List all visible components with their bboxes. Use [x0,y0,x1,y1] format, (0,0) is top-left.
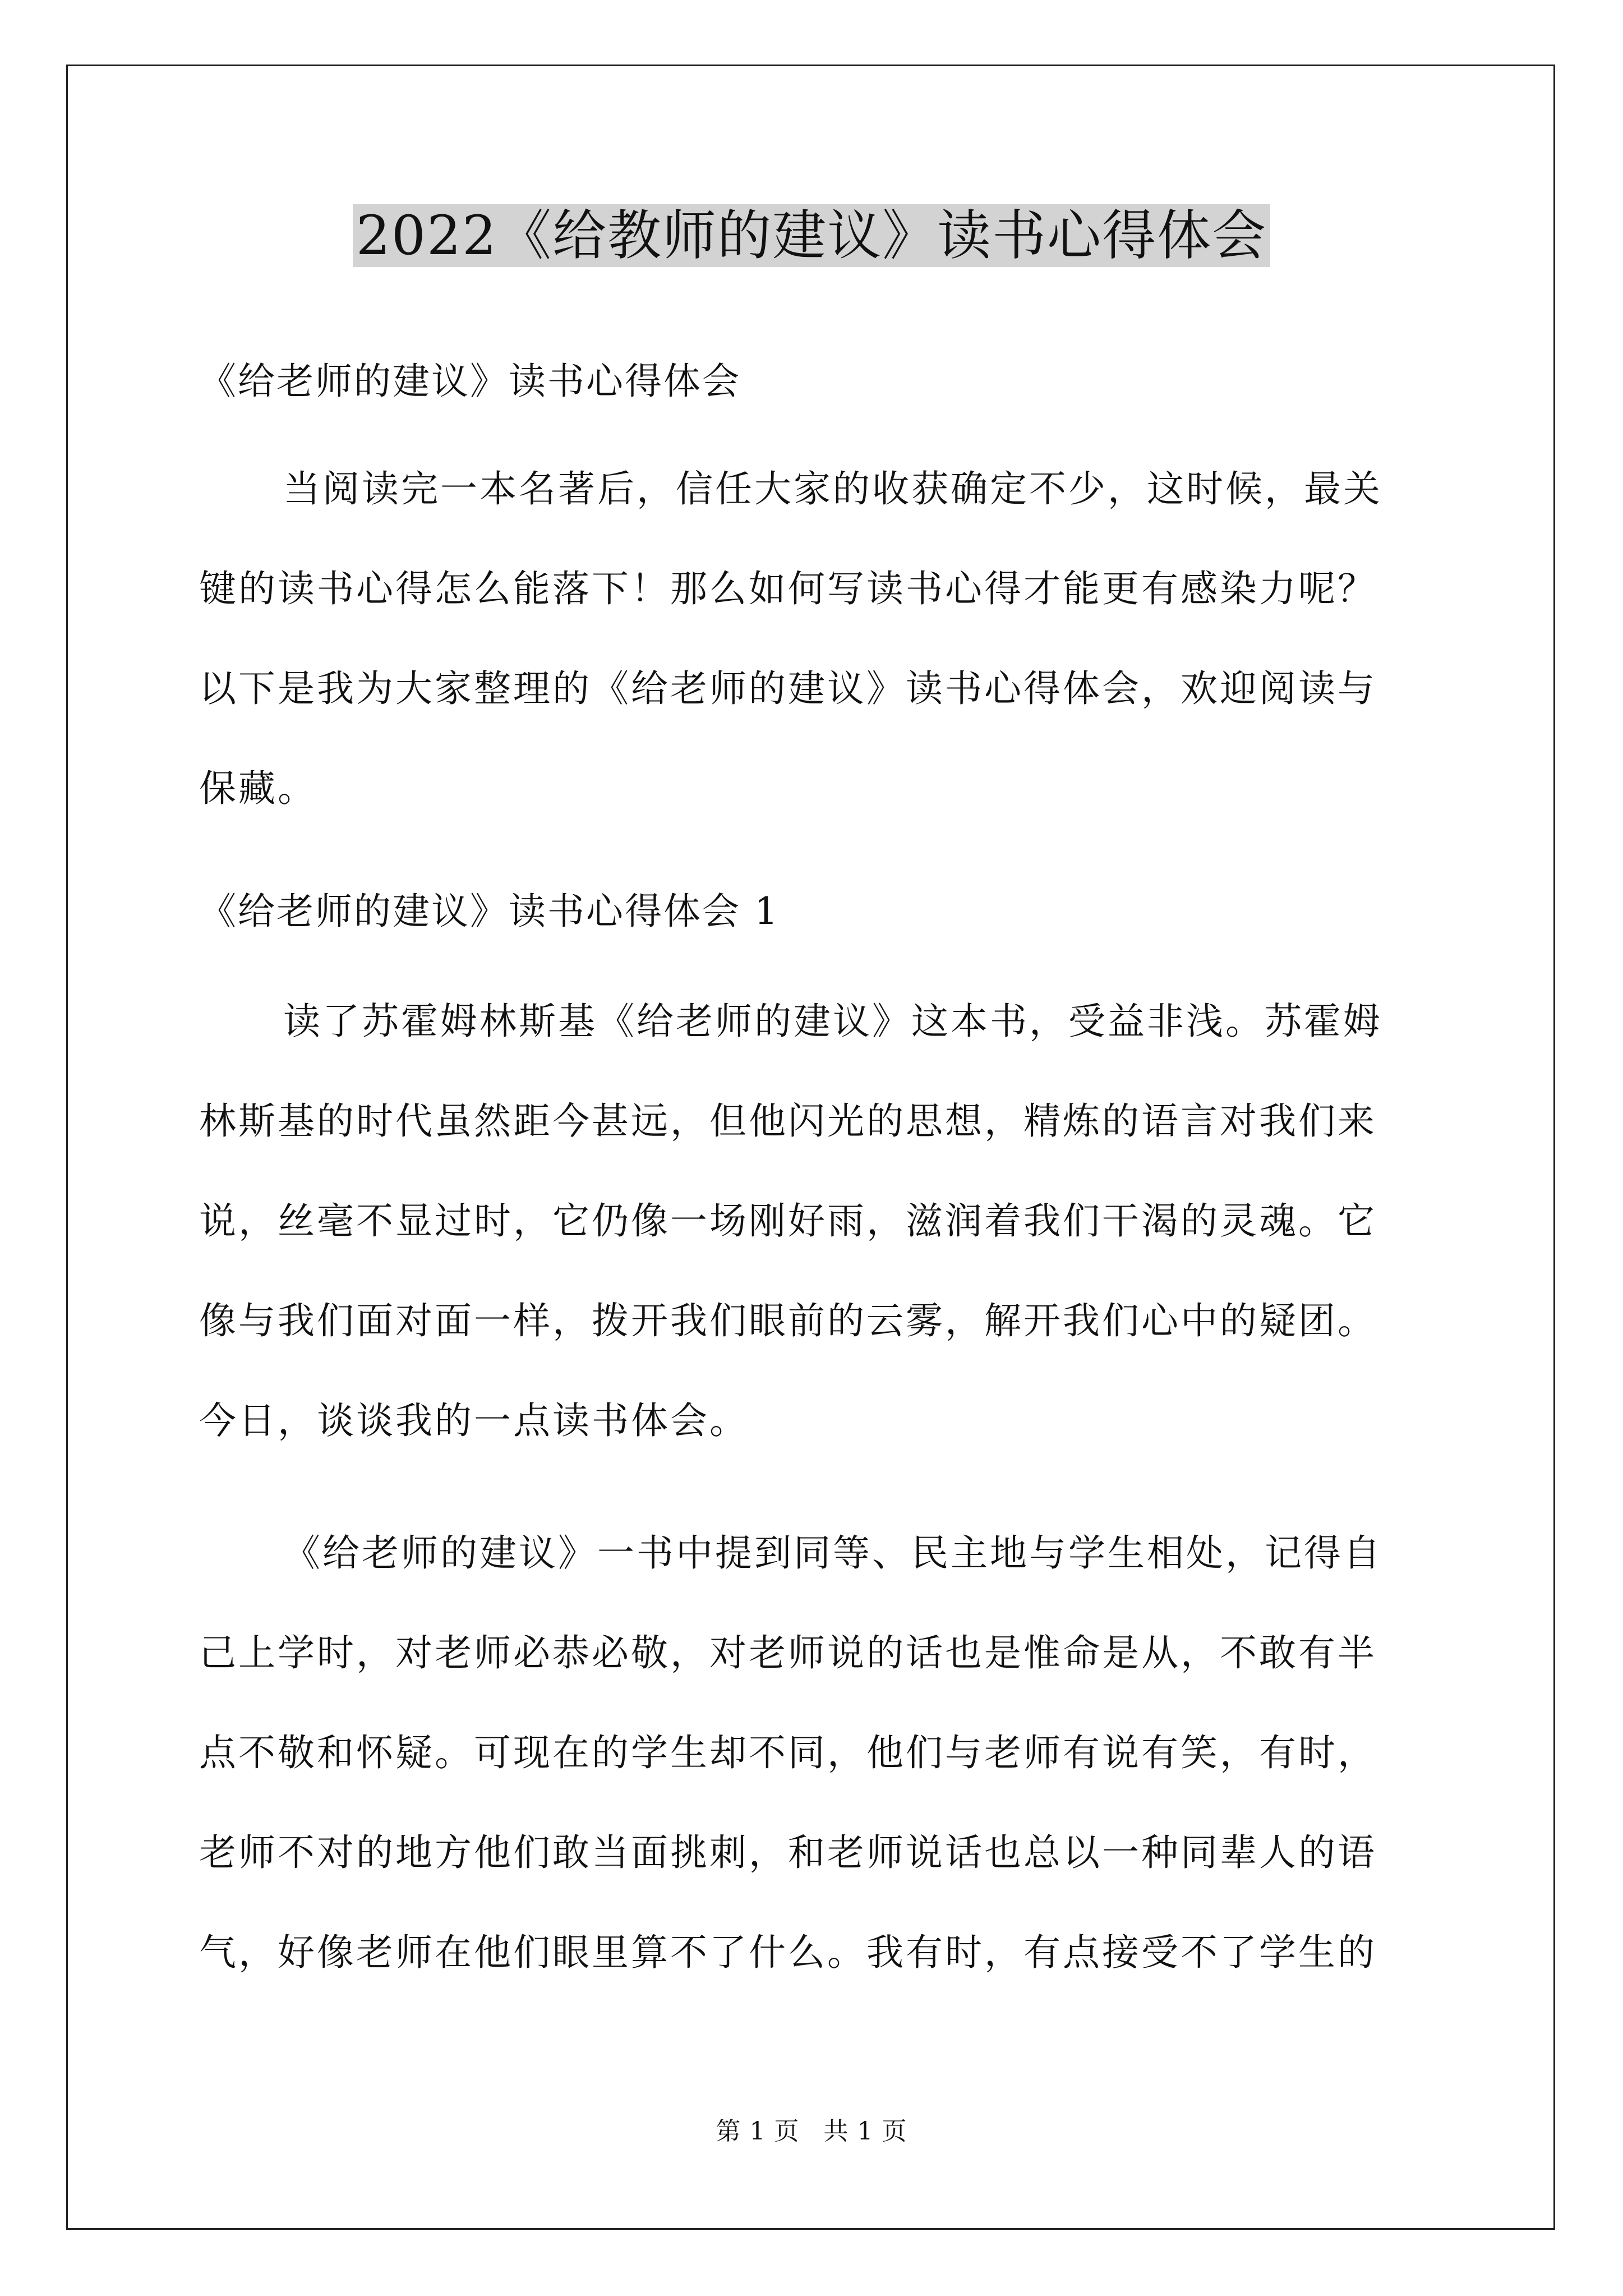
document-title-text: 2022《给教师的建议》读书心得体会 [353,204,1270,267]
section-heading-1: 《给老师的建议》读书心得体会 [199,360,741,403]
paragraph-line: 己上学时，对老师必恭必敬，对老师说的话也是惟命是从，不敢有半 [199,1631,1377,1674]
paragraph-2 [199,1503,1422,2003]
paragraph-line: 林斯基的时代虽然距今甚远，但他闪光的思想，精炼的语言对我们来 [199,1099,1377,1143]
paragraph-1 [199,972,1422,1471]
page-number-total: 共 1 页 [823,2117,907,2146]
paragraph-line: 今日，谈谈我的一点读书体会。 [199,1399,749,1442]
paragraph-line: 老师不对的地方他们敢当面挑刺，和老师说话也总以一种同辈人的语 [199,1831,1377,1874]
paragraph-line: 点不敬和怀疑。可现在的学生却不同，他们与老师有说有笑，有时， [199,1731,1377,1774]
page-number-current: 第 1 页 [716,2117,800,2146]
paragraph-line: 《给老师的建议》一书中提到同等、民主地与学生相处，记得自 [283,1531,1382,1575]
paragraph-line: 说，丝毫不显过时，它仍像一场刚好雨，滋润着我们干渴的灵魂。它 [199,1199,1377,1243]
page-footer [0,2115,1623,2148]
section-heading-2: 《给老师的建议》读书心得体会 1 [199,890,780,933]
paragraph-line: 键的读书心得怎么能落下！那么如何写读书心得才能更有感染力呢？ [199,567,1377,610]
paragraph-line: 像与我们面对面一样，拨开我们眼前的云雾，解开我们心中的疑团。 [199,1299,1377,1342]
paragraph-line: 保藏。 [199,767,317,810]
paragraph-line: 当阅读完一本名著后，信任大家的收获确定不少，这时候，最关 [283,467,1382,510]
paragraph-line: 气，好像老师在他们眼里算不了什么。我有时，有点接受不了学生的 [199,1931,1377,1974]
paragraph-line: 以下是我为大家整理的《给老师的建议》读书心得体会，欢迎阅读与 [199,667,1377,710]
document-title [0,194,1623,278]
intro-paragraph [199,439,1422,839]
paragraph-line: 读了苏霍姆林斯基《给老师的建议》这本书，受益非浅。苏霍姆 [283,1000,1382,1043]
